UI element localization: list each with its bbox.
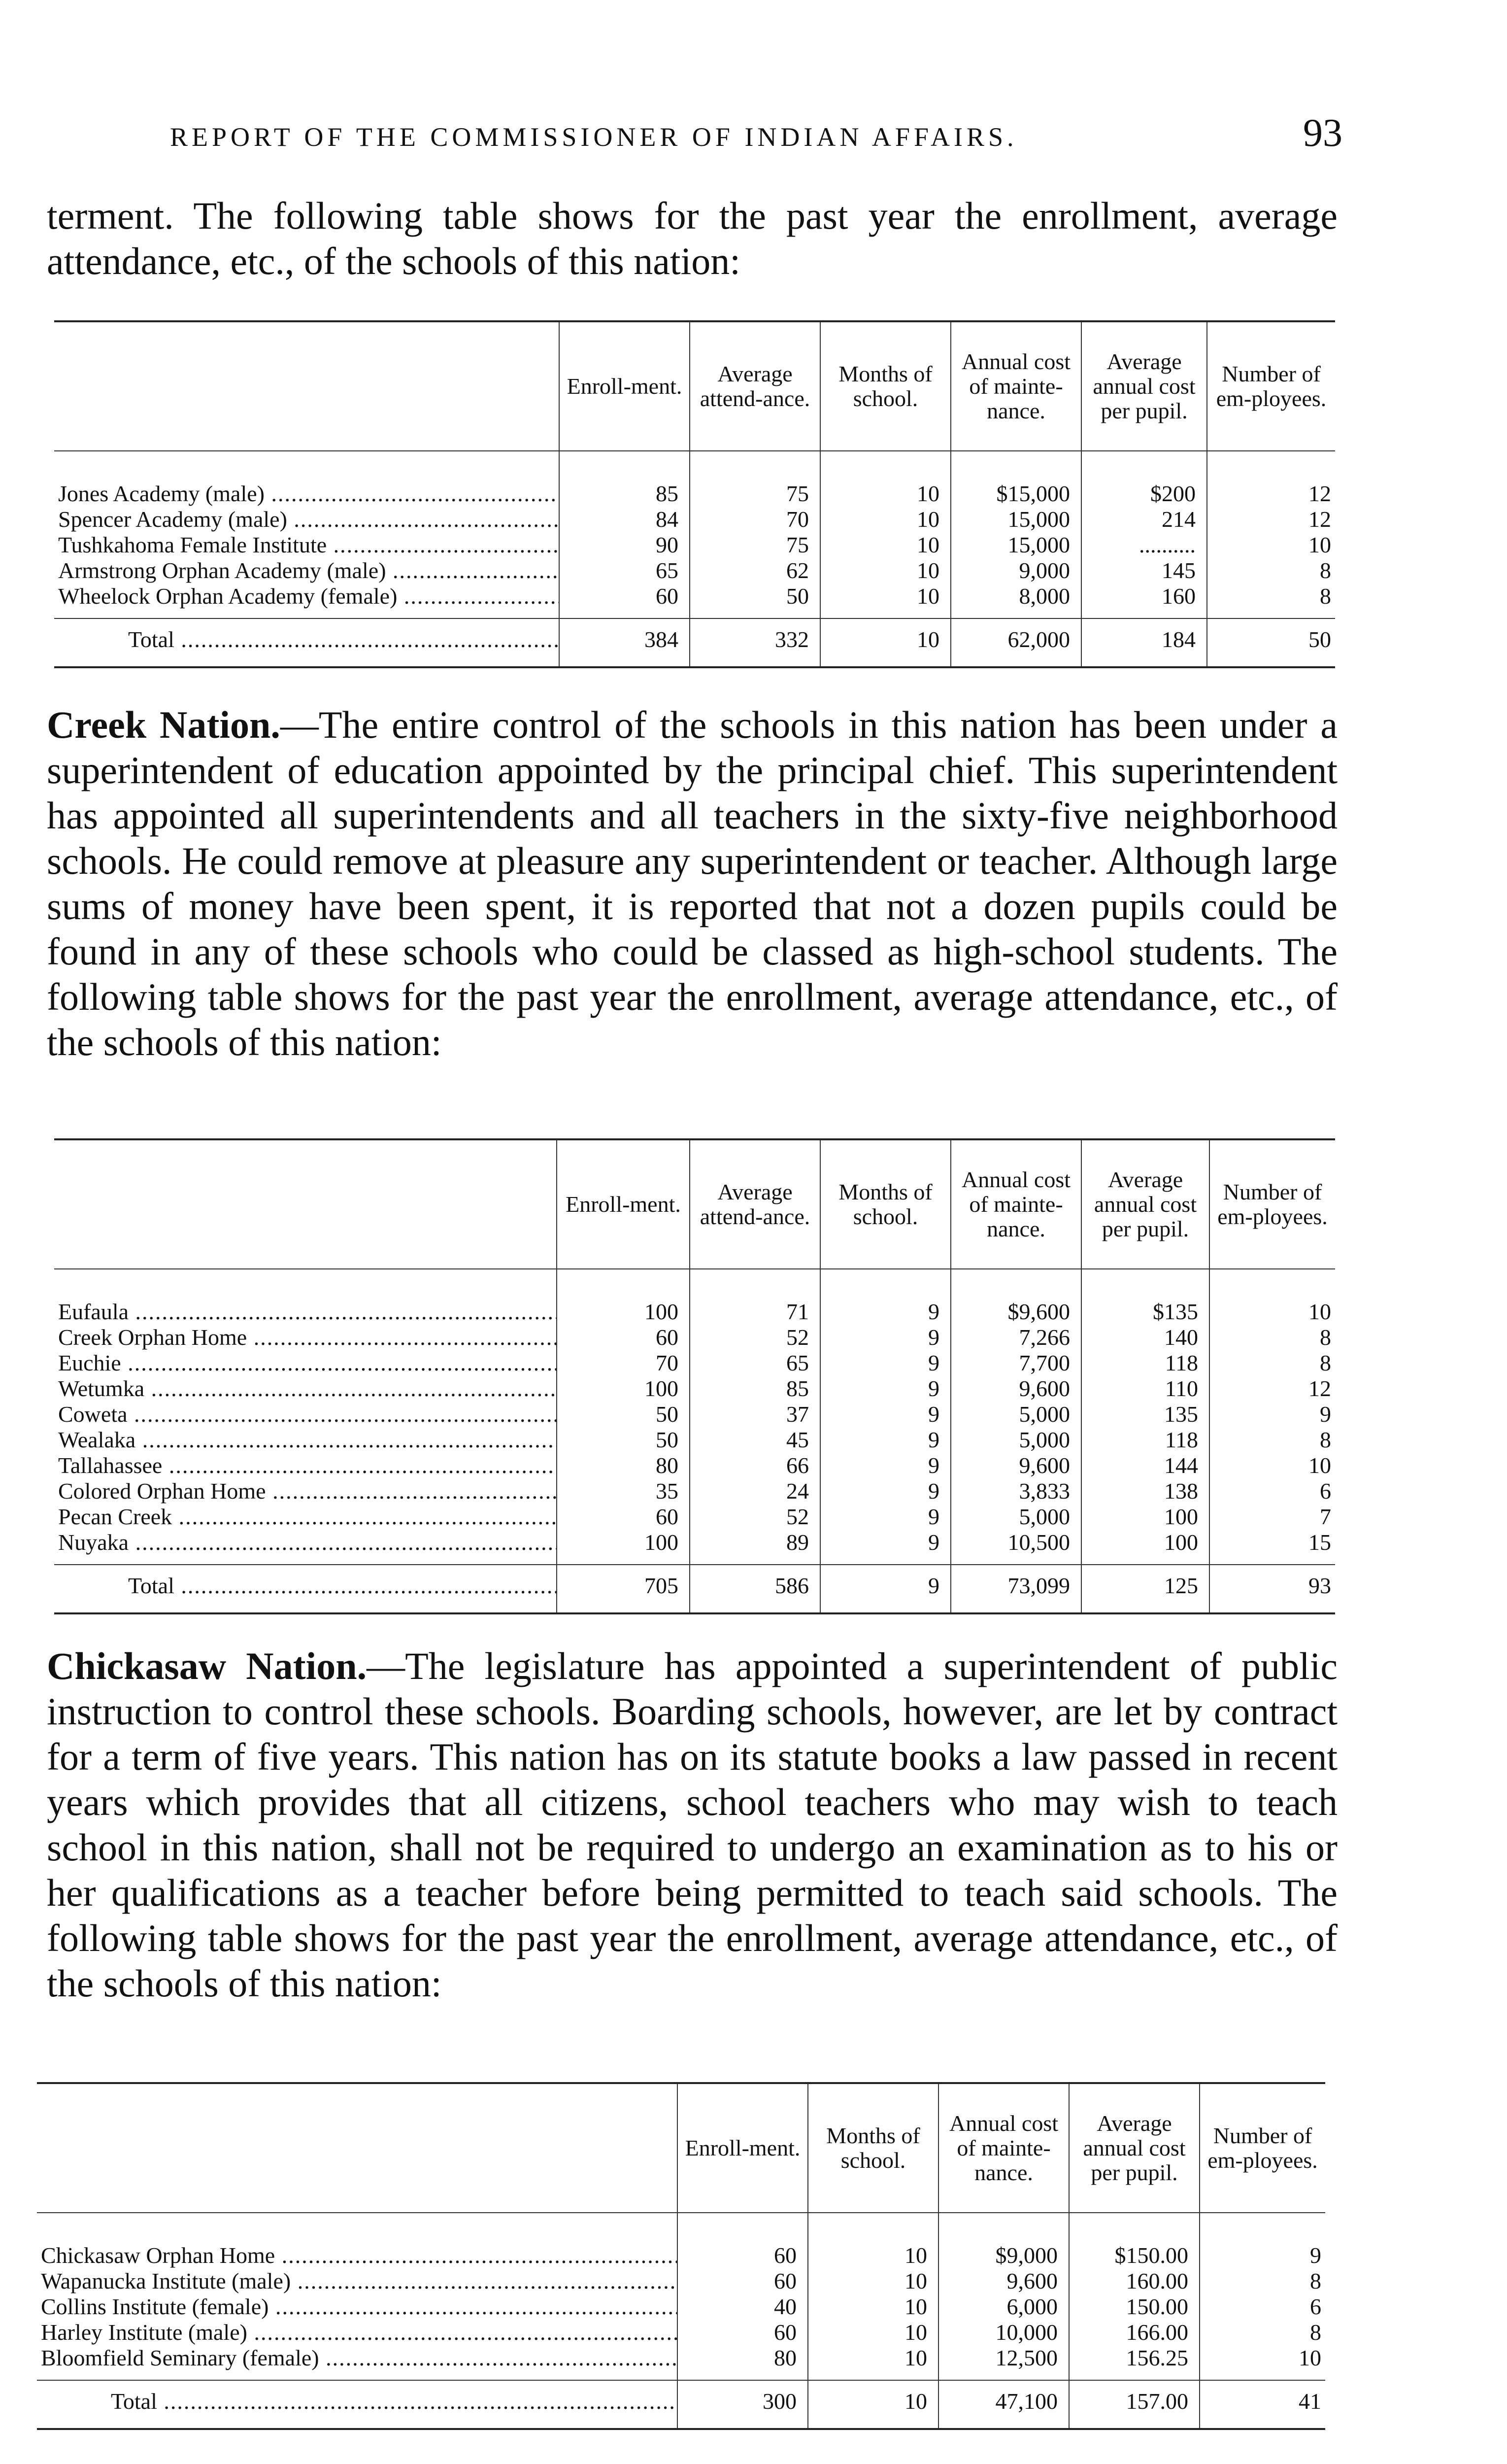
attendance-cell: 37: [690, 1402, 820, 1427]
school-name: Chickasaw Orphan Home .....: [37, 2213, 677, 2268]
table-row: [54, 1350, 1335, 1376]
months-cell: 9: [820, 1453, 951, 1478]
total-label: Total .....: [54, 618, 559, 667]
column-header: Enroll-ment.: [557, 1139, 690, 1269]
per-pupil-cell: 100: [1081, 1530, 1209, 1565]
employees-cell: 8: [1207, 558, 1335, 583]
running-head: [47, 111, 1342, 156]
per-pupil-cell: 166.00: [1069, 2320, 1200, 2345]
attendance-cell: 71: [690, 1269, 820, 1325]
school-name: Nuyaka .....: [54, 1530, 557, 1565]
employees-cell: 12: [1209, 1376, 1335, 1402]
column-header: Average attend-ance.: [690, 321, 820, 451]
per-pupil-cell: $135: [1081, 1269, 1209, 1325]
enrollment-cell: 65: [559, 558, 690, 583]
employees-cell: 8: [1209, 1427, 1335, 1453]
stub-header: [54, 321, 559, 451]
cost-cell: 3,833: [951, 1478, 1081, 1504]
choctaw-schools-table: [54, 320, 1335, 668]
months-cell: 9: [820, 1350, 951, 1376]
column-header: Average attend-ance.: [690, 1139, 820, 1269]
cost-cell: 9,000: [951, 558, 1081, 583]
section-text: —The legislature has appointed a superintendent of public instruction to control these schools. Boarding schools, however, are let by contract for a term of five years. This nation has on its statute books a law passed in recent years which provides that all citizens, school teachers who may wish to teach school in this nation, shall not be required to undergo an examination as to his or her qualifications as a teacher before being permitted to teach said schools. The following table shows for the past year the enrollment, average attendance, etc., of the schools of this nation:: [47, 1644, 1338, 2005]
employees-cell: 9: [1209, 1402, 1335, 1427]
table-row: [54, 532, 1335, 558]
enrollment-cell: 100: [557, 1269, 690, 1325]
months-cell: 9: [820, 1530, 951, 1565]
cost-cell: 9,600: [938, 2268, 1069, 2294]
attendance-cell: 66: [690, 1453, 820, 1478]
employees-cell: 6: [1209, 1478, 1335, 1504]
column-header: Months of school.: [808, 2083, 938, 2213]
school-name: Euchie .....: [54, 1350, 557, 1376]
table-row: [54, 507, 1335, 532]
months-cell: 10: [820, 583, 951, 618]
months-cell: 9: [820, 1504, 951, 1530]
school-name: Coweta .....: [54, 1402, 557, 1427]
table-row: [54, 1269, 1335, 1325]
employees-cell: 9: [1200, 2213, 1325, 2268]
column-header: Number of em-ployees.: [1207, 321, 1335, 451]
enrollment-cell: 100: [557, 1376, 690, 1402]
cost-cell: 10,000: [938, 2320, 1069, 2345]
enrollment-cell: 90: [559, 532, 690, 558]
employees-cell: 10: [1200, 2345, 1325, 2380]
school-name: Wealaka .....: [54, 1427, 557, 1453]
per-pupil-cell: 145: [1081, 558, 1207, 583]
employees-cell: 10: [1207, 532, 1335, 558]
school-name: Pecan Creek .....: [54, 1504, 557, 1530]
employees-cell: 8: [1207, 583, 1335, 618]
table-header-row: [54, 321, 1335, 451]
attendance-cell: 75: [690, 451, 820, 507]
cost-cell: 47,100: [938, 2380, 1069, 2429]
enrollment-cell: 35: [557, 1478, 690, 1504]
months-cell: 10: [808, 2320, 938, 2345]
school-name: Harley Institute (male) .....: [37, 2320, 677, 2345]
table-row: [54, 1478, 1335, 1504]
attendance-cell: 50: [690, 583, 820, 618]
total-row: [37, 2380, 1325, 2429]
months-cell: 9: [820, 1402, 951, 1427]
cost-cell: 6,000: [938, 2294, 1069, 2320]
months-cell: 10: [820, 618, 951, 667]
column-header: Number of em-ployees.: [1209, 1139, 1335, 1269]
table-row: [54, 1376, 1335, 1402]
column-header: Enroll-ment.: [677, 2083, 808, 2213]
attendance-cell: 85: [690, 1376, 820, 1402]
attendance-cell: 52: [690, 1504, 820, 1530]
per-pupil-cell: 150.00: [1069, 2294, 1200, 2320]
column-header: Number of em-ployees.: [1200, 2083, 1325, 2213]
attendance-cell: 586: [690, 1565, 820, 1613]
per-pupil-cell: 118: [1081, 1350, 1209, 1376]
enrollment-cell: 60: [559, 583, 690, 618]
total-label: Total .....: [54, 1565, 557, 1613]
school-name: Tushkahoma Female Institute .....: [54, 532, 559, 558]
employees-cell: 10: [1209, 1453, 1335, 1478]
months-cell: 10: [808, 2294, 938, 2320]
section-lead: Chickasaw Nation.: [47, 1644, 367, 1687]
enrollment-cell: 40: [677, 2294, 808, 2320]
creek-paragraph: [47, 702, 1338, 1065]
attendance-cell: 89: [690, 1530, 820, 1565]
employees-cell: 12: [1207, 451, 1335, 507]
months-cell: 9: [820, 1269, 951, 1325]
chickasaw-schools-table: [37, 2082, 1325, 2430]
enrollment-cell: 60: [677, 2320, 808, 2345]
attendance-cell: 24: [690, 1478, 820, 1504]
table-row: [54, 1402, 1335, 1427]
cost-cell: 5,000: [951, 1427, 1081, 1453]
table-row: [54, 1530, 1335, 1565]
months-cell: 9: [820, 1325, 951, 1350]
months-cell: 10: [808, 2268, 938, 2294]
enrollment-cell: 70: [557, 1350, 690, 1376]
attendance-cell: 62: [690, 558, 820, 583]
months-cell: 10: [820, 507, 951, 532]
column-header: Average annual cost per pupil.: [1081, 321, 1207, 451]
enrollment-cell: 50: [557, 1402, 690, 1427]
per-pupil-cell: $200: [1081, 451, 1207, 507]
months-cell: 10: [808, 2345, 938, 2380]
column-header: Enroll-ment.: [559, 321, 690, 451]
per-pupil-cell: 144: [1081, 1453, 1209, 1478]
per-pupil-cell: 160.00: [1069, 2268, 1200, 2294]
months-cell: 9: [820, 1427, 951, 1453]
enrollment-cell: 80: [557, 1453, 690, 1478]
months-cell: 9: [820, 1478, 951, 1504]
cost-cell: $9,600: [951, 1269, 1081, 1325]
stub-header: [54, 1139, 557, 1269]
total-label: Total .....: [37, 2380, 677, 2429]
cost-cell: 15,000: [951, 532, 1081, 558]
enrollment-cell: 85: [559, 451, 690, 507]
page-number: 93: [1303, 111, 1342, 155]
cost-cell: 5,000: [951, 1504, 1081, 1530]
per-pupil-cell: 157.00: [1069, 2380, 1200, 2429]
cost-cell: 73,099: [951, 1565, 1081, 1613]
employees-cell: 8: [1200, 2320, 1325, 2345]
table-row: [37, 2294, 1325, 2320]
table-row: [37, 2268, 1325, 2294]
table-row: [54, 1325, 1335, 1350]
school-name: Collins Institute (female) .....: [37, 2294, 677, 2320]
school-name: Eufaula .....: [54, 1269, 557, 1325]
school-name: Wheelock Orphan Academy (female) .....: [54, 583, 559, 618]
employees-cell: 50: [1207, 618, 1335, 667]
months-cell: 10: [808, 2380, 938, 2429]
section-lead: Creek Nation.: [47, 703, 280, 746]
cost-cell: 10,500: [951, 1530, 1081, 1565]
per-pupil-cell: 184: [1081, 618, 1207, 667]
per-pupil-cell: 125: [1081, 1565, 1209, 1613]
months-cell: 10: [820, 558, 951, 583]
employees-cell: 6: [1200, 2294, 1325, 2320]
school-name: Tallahassee .....: [54, 1453, 557, 1478]
months-cell: 10: [808, 2213, 938, 2268]
column-header: Annual cost of mainte-nance.: [951, 1139, 1081, 1269]
per-pupil-cell: 118: [1081, 1427, 1209, 1453]
column-header: Average annual cost per pupil.: [1081, 1139, 1209, 1269]
total-row: [54, 1565, 1335, 1613]
cost-cell: 12,500: [938, 2345, 1069, 2380]
employees-cell: 15: [1209, 1530, 1335, 1565]
table-header-row: [37, 2083, 1325, 2213]
attendance-cell: 332: [690, 618, 820, 667]
attendance-cell: 65: [690, 1350, 820, 1376]
enrollment-cell: 60: [677, 2213, 808, 2268]
enrollment-cell: 50: [557, 1427, 690, 1453]
enrollment-cell: 60: [557, 1325, 690, 1350]
cost-cell: $15,000: [951, 451, 1081, 507]
chickasaw-paragraph: [47, 1643, 1338, 2006]
enrollment-cell: 100: [557, 1530, 690, 1565]
table-row: [37, 2213, 1325, 2268]
per-pupil-cell: 140: [1081, 1325, 1209, 1350]
months-cell: 9: [820, 1376, 951, 1402]
per-pupil-cell: ..........: [1081, 532, 1207, 558]
table-row: [54, 1427, 1335, 1453]
section-text: —The entire control of the schools in this nation has been under a superintendent of education appointed by the principal chief. This superintendent has appointed all superintendents and all teachers in the sixty-five neighborhood schools. He could remove at pleasure any superintendent or teacher. Although large sums of money have been spent, it is reported that not a dozen pupils could be found in any of these schools who could be classed as high-school students. The following table shows for the past year the enrollment, average attendance, etc., of the schools of this nation:: [47, 703, 1338, 1063]
school-name: Bloomfield Seminary (female) .....: [37, 2345, 677, 2380]
intro-paragraph: terment. The following table shows for the past year the enrollment, average attendance, etc., of the schools of this nation:: [47, 194, 1338, 282]
table-row: [37, 2345, 1325, 2380]
per-pupil-cell: 214: [1081, 507, 1207, 532]
cost-cell: 7,700: [951, 1350, 1081, 1376]
table-header-row: [54, 1139, 1335, 1269]
column-header: Average annual cost per pupil.: [1069, 2083, 1200, 2213]
cost-cell: 9,600: [951, 1453, 1081, 1478]
table-row: [54, 583, 1335, 618]
school-name: Creek Orphan Home .....: [54, 1325, 557, 1350]
months-cell: 9: [820, 1565, 951, 1613]
column-header: Annual cost of mainte-nance.: [951, 321, 1081, 451]
cost-cell: 62,000: [951, 618, 1081, 667]
per-pupil-cell: 110: [1081, 1376, 1209, 1402]
cost-cell: 15,000: [951, 507, 1081, 532]
column-header: Annual cost of mainte-nance.: [938, 2083, 1069, 2213]
creek-schools-table: [54, 1138, 1335, 1614]
enrollment-cell: 300: [677, 2380, 808, 2429]
per-pupil-cell: $150.00: [1069, 2213, 1200, 2268]
employees-cell: 12: [1207, 507, 1335, 532]
employees-cell: 41: [1200, 2380, 1325, 2429]
stub-header: [37, 2083, 677, 2213]
school-name: Spencer Academy (male) .....: [54, 507, 559, 532]
school-name: Wapanucka Institute (male) .....: [37, 2268, 677, 2294]
running-head-title: REPORT OF THE COMMISSIONER OF INDIAN AFFAIRS.: [170, 122, 1018, 152]
employees-cell: 8: [1209, 1350, 1335, 1376]
column-header: Months of school.: [820, 1139, 951, 1269]
cost-cell: $9,000: [938, 2213, 1069, 2268]
months-cell: 10: [820, 451, 951, 507]
per-pupil-cell: 135: [1081, 1402, 1209, 1427]
cost-cell: 8,000: [951, 583, 1081, 618]
per-pupil-cell: 156.25: [1069, 2345, 1200, 2380]
attendance-cell: 45: [690, 1427, 820, 1453]
enrollment-cell: 384: [559, 618, 690, 667]
enrollment-cell: 705: [557, 1565, 690, 1613]
enrollment-cell: 84: [559, 507, 690, 532]
school-name: Jones Academy (male) .....: [54, 451, 559, 507]
employees-cell: 10: [1209, 1269, 1335, 1325]
enrollment-cell: 60: [557, 1504, 690, 1530]
attendance-cell: 75: [690, 532, 820, 558]
per-pupil-cell: 138: [1081, 1478, 1209, 1504]
school-name: Colored Orphan Home .....: [54, 1478, 557, 1504]
employees-cell: 7: [1209, 1504, 1335, 1530]
total-row: [54, 618, 1335, 667]
table-row: [54, 1453, 1335, 1478]
cost-cell: 5,000: [951, 1402, 1081, 1427]
table-row: [54, 1504, 1335, 1530]
enrollment-cell: 60: [677, 2268, 808, 2294]
column-header: Months of school.: [820, 321, 951, 451]
table-row: [54, 451, 1335, 507]
school-name: Wetumka .....: [54, 1376, 557, 1402]
per-pupil-cell: 160: [1081, 583, 1207, 618]
attendance-cell: 70: [690, 507, 820, 532]
employees-cell: 93: [1209, 1565, 1335, 1613]
per-pupil-cell: 100: [1081, 1504, 1209, 1530]
employees-cell: 8: [1200, 2268, 1325, 2294]
employees-cell: 8: [1209, 1325, 1335, 1350]
attendance-cell: 52: [690, 1325, 820, 1350]
cost-cell: 7,266: [951, 1325, 1081, 1350]
cost-cell: 9,600: [951, 1376, 1081, 1402]
table-row: [54, 558, 1335, 583]
enrollment-cell: 80: [677, 2345, 808, 2380]
table-row: [37, 2320, 1325, 2345]
months-cell: 10: [820, 532, 951, 558]
school-name: Armstrong Orphan Academy (male) .....: [54, 558, 559, 583]
